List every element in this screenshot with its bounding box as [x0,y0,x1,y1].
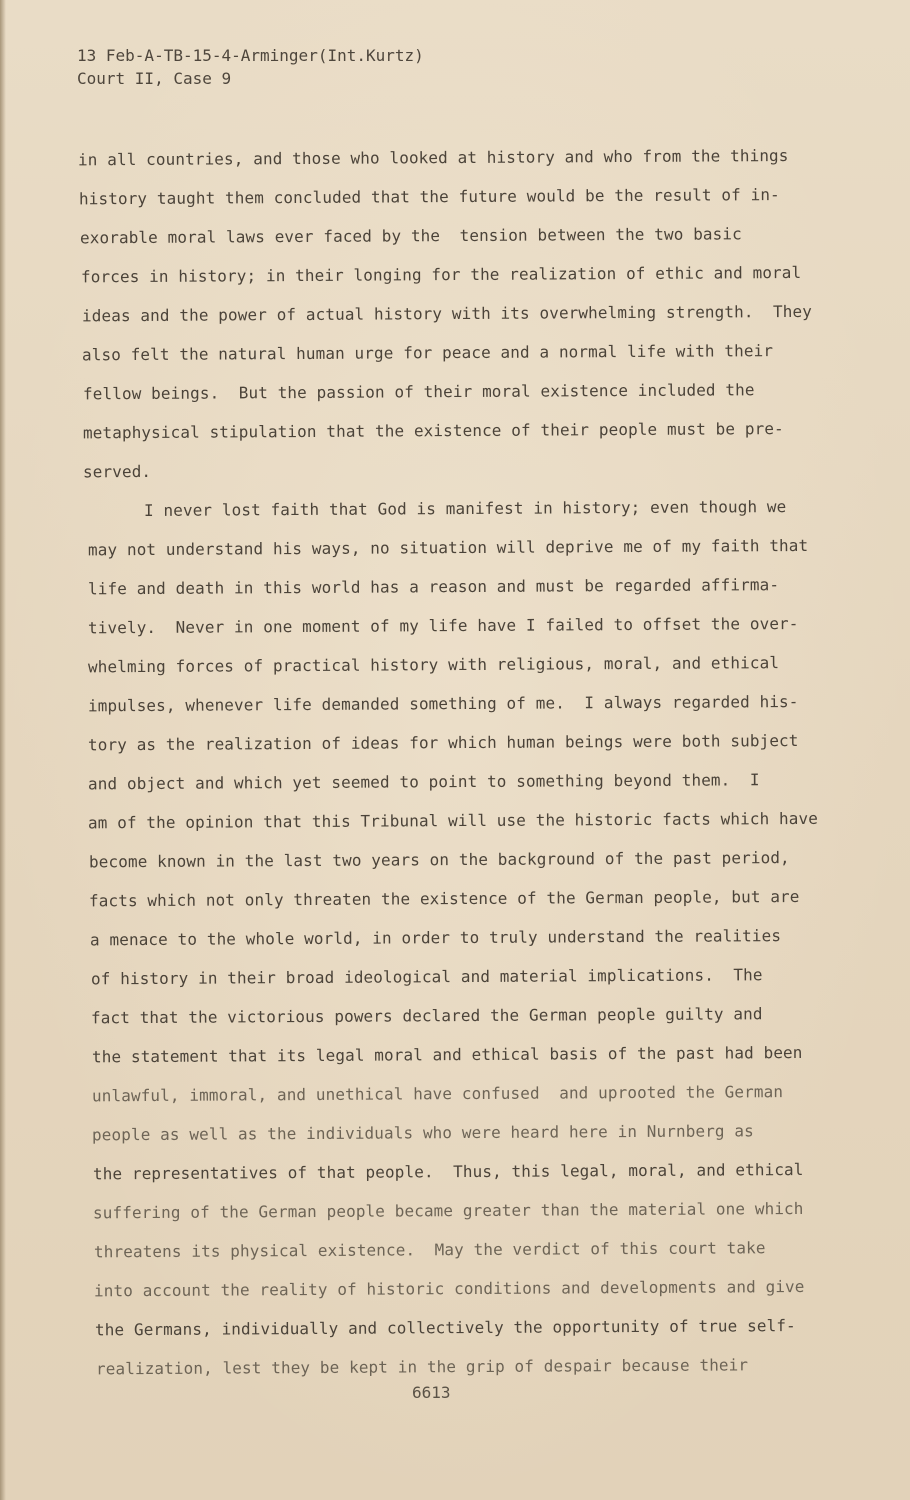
body-line: threatens its physical existence. May the verdict of this court take [93,1238,766,1262]
body-line: also felt the natural human urge for peace and a normal life with their [81,341,774,365]
body-line: a menace to the whole world, in order to truly understand the realities [89,926,782,950]
body-line: forces in history; in their longing for the realization of ethic and moral [80,262,802,287]
page-edge-shadow [0,0,6,1500]
header-reference: 13 Feb-A-TB-15-4-Arminger(Int.Kurtz) [77,46,424,65]
body-line: the statement that its legal moral and ethical basis of the past had been [91,1042,803,1067]
body-line: of history in their broad ideological and material implications. The [90,965,763,989]
header-court-case: Court II, Case 9 [77,69,232,88]
document-body [78,138,838,1386]
body-line: tory as the realization of ideas for which human beings were both subject [87,730,799,755]
body-line: whelming forces of practical history with religious, moral, and ethical [87,653,780,677]
body-line: exorable moral laws ever faced by the tension between the two basic [79,224,742,248]
body-line: am of the opinion that this Tribunal will use the historic facts which have [87,808,819,833]
body-line: life and death in this world has a reason and must be regarded affirma- [87,575,780,599]
body-line: fellow beings. But the passion of their moral existence included the [82,380,755,404]
body-line: facts which not only threaten the existence of the German people, but are [88,886,800,911]
body-line: become known in the last two years on the background of the past period, [88,848,790,872]
body-line: tively. Never in one moment of my life have I failed to offset the over- [87,613,799,638]
body-line: served. [82,461,152,482]
body-line: unlawful, immoral, and unethical have confused and uprooted the German [91,1082,784,1106]
body-line: metaphysical stipulation that the existence of their people must be pre- [82,419,784,443]
body-line: the Germans, individually and collectively the opportunity of true self- [94,1316,796,1340]
body-line: may not understand his ways, no situation will deprive me of my faith that [87,535,809,560]
body-line: the representatives of that people. Thus, this legal, moral, and ethical [92,1159,804,1184]
body-line: in all countries, and those who looked at history and who from the things [77,145,789,170]
body-line: fact that the victorious powers declared the German people guilty and [90,1004,763,1028]
body-line: and object and which yet seemed to point to something beyond them. I [87,770,760,794]
body-line: into account the reality of historic conditions and developments and give [93,1276,805,1301]
body-line: I never lost faith that God is manifest in history; even though we [143,497,787,520]
document-header [77,44,424,90]
body-line: suffering of the German people became greater than the material one which [92,1198,804,1223]
body-line: realization, lest they be kept in the grip of despair because their [95,1355,749,1379]
body-line: ideas and the power of actual history with its overwhelming strength. They [81,301,813,326]
page-number: 6613 [412,1383,451,1402]
body-line: impulses, whenever life demanded something of me. I always regarded his- [87,691,799,716]
body-line: people as well as the individuals who were heard here in Nurnberg as [91,1121,754,1145]
body-line: history taught them concluded that the future would be the result of in- [78,185,780,209]
